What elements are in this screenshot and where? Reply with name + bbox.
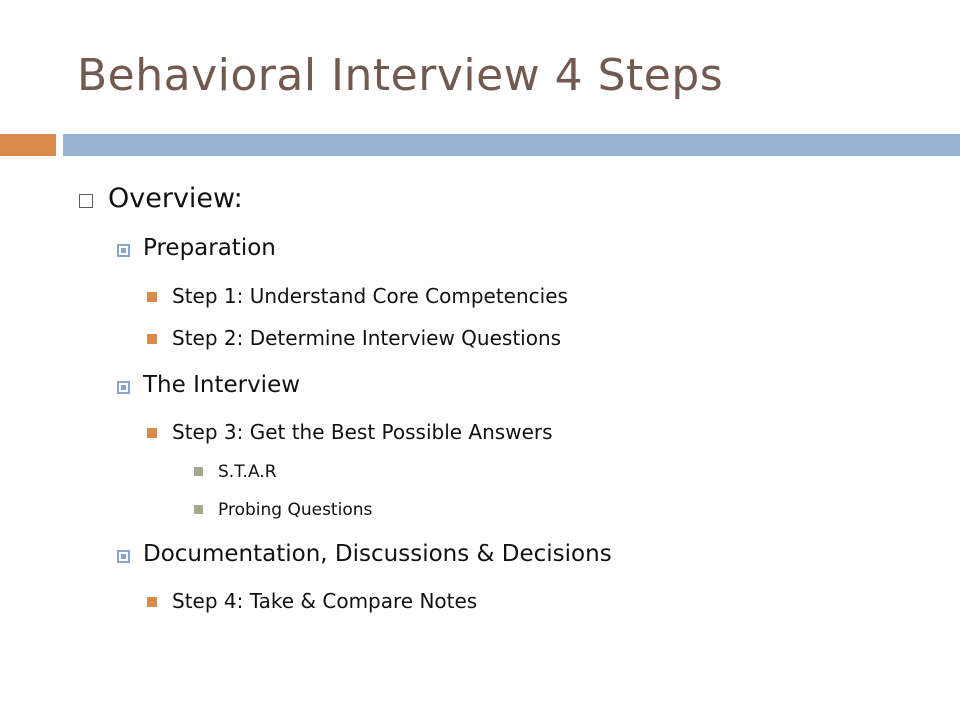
bullet-probing-questions: Probing Questions	[218, 500, 373, 520]
square-bullet-icon	[147, 292, 157, 302]
boxed-square-bullet-icon	[117, 244, 130, 257]
square-bullet-icon	[194, 505, 203, 514]
bullet-step-4: Step 4: Take & Compare Notes	[172, 589, 478, 613]
boxed-square-bullet-icon	[117, 381, 130, 394]
square-bullet-icon	[194, 467, 203, 476]
accent-bar-blue	[63, 134, 960, 156]
accent-bar-orange	[0, 134, 56, 156]
bullet-overview: Overview:	[108, 183, 243, 214]
square-bullet-icon	[147, 428, 157, 438]
boxed-square-bullet-icon	[117, 550, 130, 563]
bullet-preparation: Preparation	[143, 235, 276, 261]
slide-title: Behavioral Interview 4 Steps	[77, 50, 724, 101]
bullet-documentation: Documentation, Discussions & Decisions	[143, 541, 612, 567]
square-bullet-icon	[147, 597, 157, 607]
bullet-star: S.T.A.R	[218, 462, 277, 482]
hollow-square-bullet-icon	[79, 194, 93, 208]
bullet-step-2: Step 2: Determine Interview Questions	[172, 326, 562, 350]
bullet-step-1: Step 1: Understand Core Competencies	[172, 284, 568, 308]
square-bullet-icon	[147, 334, 157, 344]
bullet-the-interview: The Interview	[143, 372, 301, 398]
bullet-step-3: Step 3: Get the Best Possible Answers	[172, 420, 553, 444]
